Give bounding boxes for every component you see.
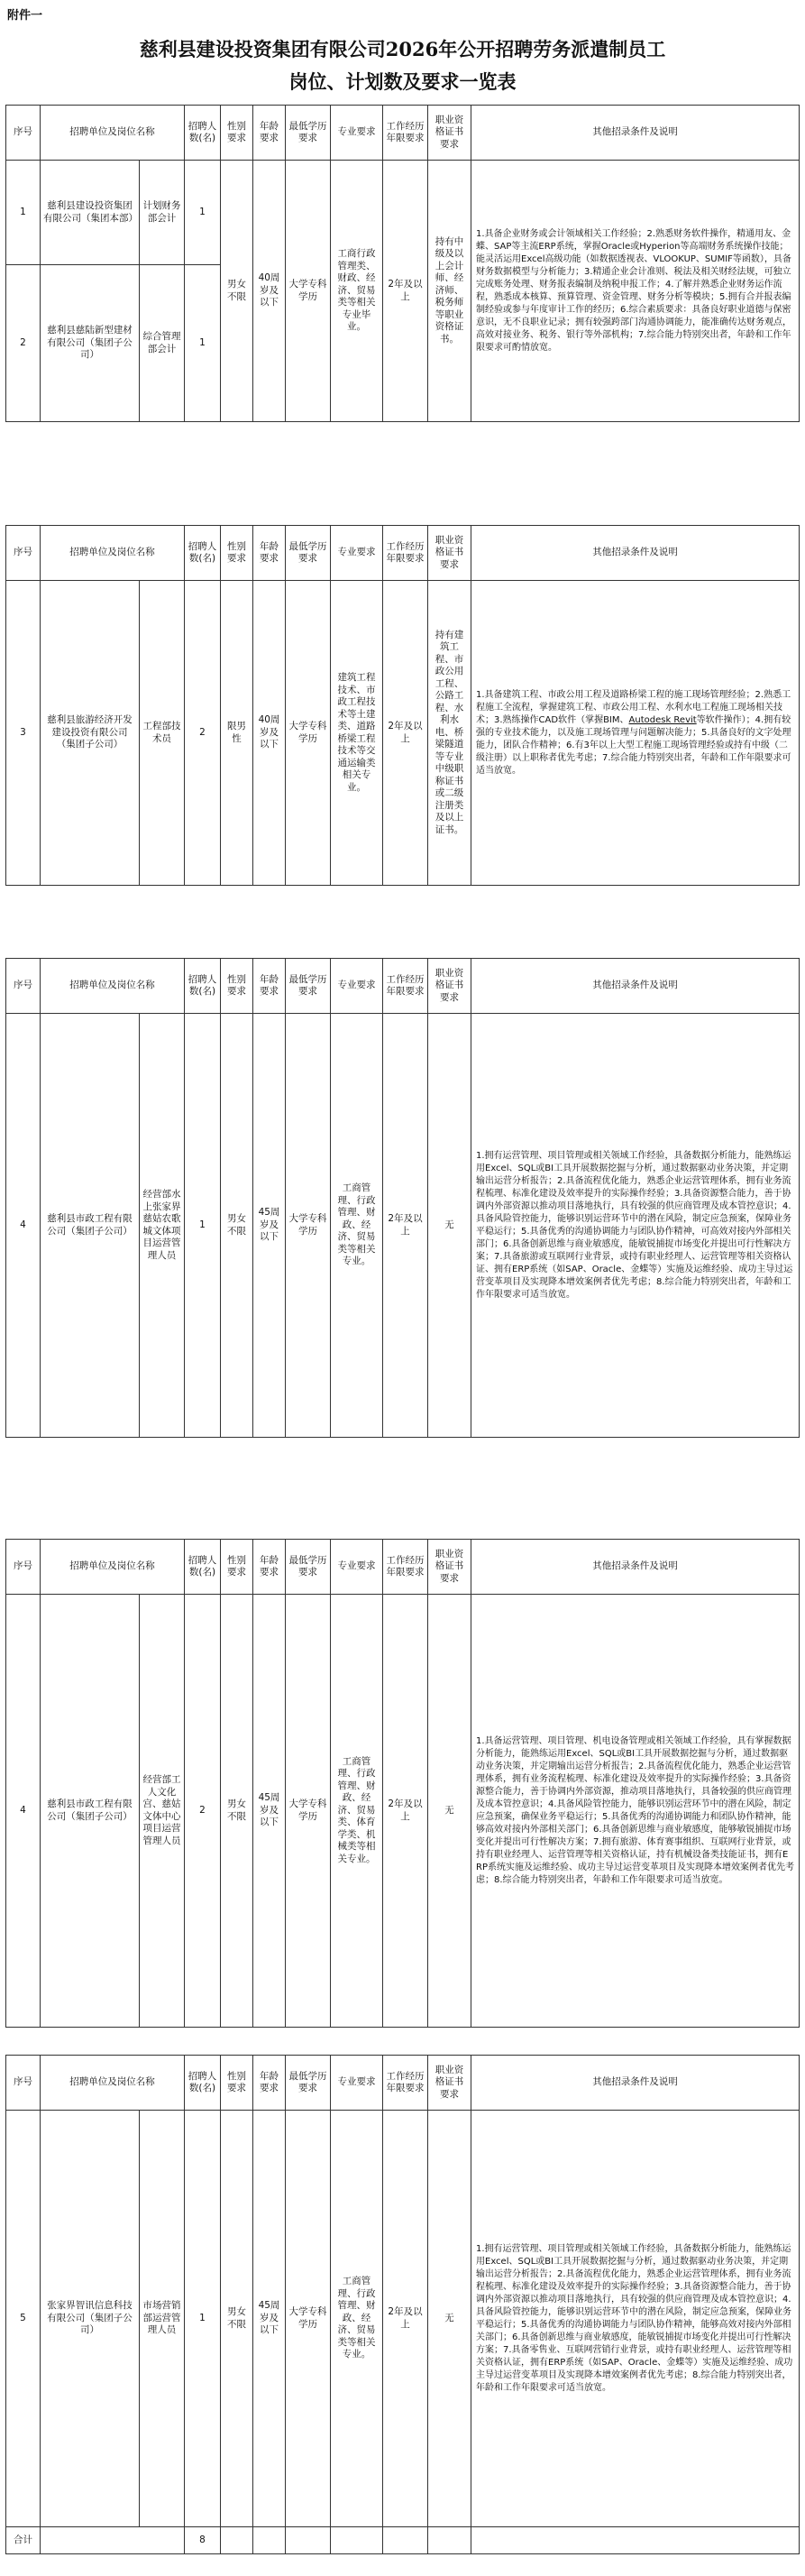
row-unit: 张家界智讯信息科技有限公司（集团子公司） (41, 2111, 140, 2527)
row-age: 40周岁及以下 (253, 581, 286, 886)
total-empty-cell (253, 2527, 286, 2554)
row-unit: 慈利县旅游经济开发建设投资有限公司（集团子公司） (41, 581, 140, 886)
total-empty-cell (471, 2527, 800, 2554)
row-exp: 2年及以上 (383, 581, 428, 886)
header-gender: 性别要求 (221, 526, 253, 581)
desc-text-part-2: 等软件操作）；4.拥有较强的专业技术能力，以及施工现场管理与问题解决能力；5.具备良好的文字处理能力，团队合作精神；6.有3年以上大型工程施工现场管理经验或持有中级（二级注册）以上职称者优先考虑；7.综合能力特别突出者，年龄和工作年限要求可适当放宽。 (476, 714, 791, 776)
row-no: 4 (6, 1595, 41, 2028)
total-empty-cell (331, 2527, 383, 2554)
header-exp: 工作经历年限要求 (383, 1540, 428, 1595)
row-gender: 男女不限 (221, 1595, 253, 2028)
header-age: 年龄要求 (253, 1540, 286, 1595)
recruitment-table-block-4 (5, 1539, 800, 2028)
header-major: 专业要求 (331, 959, 383, 1014)
table-row (6, 2111, 800, 2527)
row-age: 45周岁及以下 (253, 1595, 286, 2028)
header-edu: 最低学历要求 (286, 2056, 331, 2111)
recruitment-table-block-1 (5, 105, 800, 422)
desc-text-underlined: Autodesk Revit (628, 714, 697, 725)
header-other: 其他招录条件及说明 (471, 2056, 800, 2111)
header-gender: 性别要求 (221, 959, 253, 1014)
row-no: 1 (6, 161, 41, 265)
row-edu: 大学专科学历 (286, 2111, 331, 2527)
table-row (6, 1014, 800, 1438)
row-gender: 男女不限 (221, 2111, 253, 2527)
header-exp: 工作经历年限要求 (383, 106, 428, 161)
document-title: 慈利县建设投资集团有限公司2026年公开招聘劳务派遣制员工 (139, 38, 666, 60)
header-major: 专业要求 (331, 1540, 383, 1595)
row-post: 经营部工人文化宫、慈姑文体中心项目运营管理人员 (140, 1595, 185, 2028)
header-major: 专业要求 (331, 526, 383, 581)
recruitment-table-block-3 (5, 958, 800, 1438)
table-header-row (6, 1540, 800, 1595)
row-gender: 男女不限 (221, 161, 253, 422)
row-other-requirements: 1.拥有运营管理、项目管理或相关领域工作经验，具备数据分析能力，能熟练运用Excel、SQL或BI工具开展数据挖掘与分析，通过数据驱动业务决策，并定期输出运营分析报告；2.具备流程优化能力，熟悉企业运营管理体系，拥有业务流程梳理、标准化建设及效率提升的实际操作经验；3.具备资源整合能力，善于协调内外部资源以推动项目落地执行，具有较强的供应商管理及成本管控意识；4.具备风险管控能力，能够识别运营环节中的潜在风险，制定应急预案，保障业务平稳运行；5.具备优秀的沟通协调能力与团队协作精神，可高效对接内外部相关部门；6.具备创新思维与商业敏感度，能敏锐捕捉市场变化并提出可行性解决方案；7.具备旅游或互联网行业背景，或持有职业经理人、运营管理等相关资格认证、拥有ERP系统（如SAP、Oracle、金蝶等）实施及运维经验、成功主导过运营变革项目及实现降本增效案例者优先考虑；8.综合能力特别突出者，年龄和工作年限要求可适当放宽。 (471, 1014, 800, 1438)
total-empty-cell (286, 2527, 331, 2554)
row-edu: 大学专科学历 (286, 1014, 331, 1438)
row-cert: 持有建筑工程、市政公用工程、公路工程、水利水电、桥梁隧道等专业中级职称证书或二级注册类及以上证书。 (428, 581, 471, 886)
header-cert: 职业资格证书要求 (428, 2056, 471, 2111)
row-count: 1 (185, 265, 221, 422)
header-edu: 最低学历要求 (286, 1540, 331, 1595)
header-edu: 最低学历要求 (286, 106, 331, 161)
row-major: 工商管理、行政管理、财政、经济、贸易类等相关专业。 (331, 2111, 383, 2527)
header-other: 其他招录条件及说明 (471, 106, 800, 161)
header-no: 序号 (6, 526, 41, 581)
table-header-row (6, 2056, 800, 2111)
row-post: 市场营销部运营管理人员 (140, 2111, 185, 2527)
row-exp: 2年及以上 (383, 2111, 428, 2527)
row-no: 5 (6, 2111, 41, 2527)
header-count: 招聘人数(名) (185, 1540, 221, 1595)
attachment-label: 附件一 (7, 9, 43, 23)
row-other-requirements (471, 581, 800, 886)
row-count: 1 (185, 2111, 221, 2527)
row-other-requirements: 1.拥有运营管理、项目管理或相关领域工作经验，具备数据分析能力，能熟练运用Excel、SQL或BI工具开展数据挖掘与分析，通过数据驱动业务决策，并定期输出运营分析报告；2.具备流程优化能力，熟悉企业运营管理体系，拥有业务流程梳理、标准化建设及效率提升的实际操作经验；3.具备资源整合能力，善于协调内外部资源以推动项目落地执行，具有较强的供应商管理及成本管控意识；4.具备风险管控能力，能够识别运营环节中的潜在风险，制定应急预案，保障业务平稳运行；5.具备优秀的沟通协调能力与团队协作精神，能够高效对接内外部相关部门；6.具备创新思维与商业敏感度，能敏锐捕捉市场变化并提出可行性解决方案；7.具备零售业、互联网营销行业背景，或持有职业经理人、运营管理等相关资格认证，拥有ERP系统（如SAP、Oracle、金蝶等）实施及运维经验、成功主导过运营变革项目及实现降本增效案例者优先考虑；8.综合能力特别突出者，年龄和工作年限要求可适当放宽。 (471, 2111, 800, 2527)
row-count: 2 (185, 1595, 221, 2028)
row-unit: 慈利县建设投资集团有限公司（集团本部） (41, 161, 140, 265)
header-gender: 性别要求 (221, 106, 253, 161)
row-exp: 2年及以上 (383, 161, 428, 422)
total-empty-cell (428, 2527, 471, 2554)
row-exp: 2年及以上 (383, 1014, 428, 1438)
row-cert: 无 (428, 2111, 471, 2527)
row-age: 45周岁及以下 (253, 1014, 286, 1438)
row-other-requirements: 1.具备运营管理、项目管理、机电设备管理或相关领域工作经验，具有掌握数据分析能力，能熟练运用Excel、SQL或BI工具开展数据挖掘与分析，通过数据驱动业务决策，并定期输出运营分析报告；2.具备流程优化能力，熟悉企业运营管理体系，拥有业务流程梳理、标准化建设及效率提升的实际操作经验；3.具备资源整合能力，善于协调内外部资源，推动项目落地执行，具备较强的供应商管理及成本管控意识；4.具备风险管控能力，能够识别运营环节中的潜在风险，制定应急预案，确保业务平稳运行；5.具备优秀的沟通协调能力和团队协作精神，能够高效对接内外部相关部门；6.具备创新思维与商业敏感度，能够敏锐捕捉市场变化并提出可行性解决方案；7.拥有旅游、体育赛事组织、互联网行业背景，或持有职业经理人、运营管理等相关资格认证，持有机械设备类技能证书，拥有ERP系统实施及运维经验、成功主导过运营变革项目及实现降本增效案例者优先考虑；8.综合能力特别突出者，年龄和工作年限要求可适当放宽。 (471, 1595, 800, 2028)
header-age: 年龄要求 (253, 526, 286, 581)
row-exp: 2年及以上 (383, 1595, 428, 2028)
header-cert: 职业资格证书要求 (428, 1540, 471, 1595)
row-unit: 慈利县市政工程有限公司（集团子公司） (41, 1595, 140, 2028)
header-no: 序号 (6, 2056, 41, 2111)
header-other: 其他招录条件及说明 (471, 959, 800, 1014)
row-post: 计划财务部会计 (140, 161, 185, 265)
row-post: 综合管理部会计 (140, 265, 185, 422)
header-no: 序号 (6, 1540, 41, 1595)
header-unit-post: 招聘单位及岗位名称 (41, 106, 185, 161)
row-major: 工商管理、行政管理、财政、经济、贸易类等相关专业。 (331, 1014, 383, 1438)
row-gender: 男女不限 (221, 1014, 253, 1438)
table-header-row (6, 526, 800, 581)
row-edu: 大学专科学历 (286, 161, 331, 422)
row-other-requirements: 1.具备企业财务或会计领域相关工作经验；2.熟悉财务软件操作，精通用友、金蝶、SAP等主流ERP系统，掌握Oracle或Hyperion等高端财务系统操作技能；能灵活运用Excel高级功能（如数据透视表、VLOOKUP、SUMIF等函数），具备财务数据模型与分析能力；3.精通企业会计准则、税法及相关财经法规，可独立完成账务处理、财务报表编制及纳税申报工作；4.了解并熟悉企业财务运作流程，熟悉成本核算、预算管理、资金管理、财务分析等模块；5.拥有合并报表编制经验或参与年度审计工作的经历；6.综合素质要求：具备良好职业道德与保密意识，无不良职业记录；拥有较强跨部门沟通协调能力，能准确传达财务观点，高效对接业务、税务、银行等外部机构；7.综合能力特别突出者，年龄和工作年限要求可酌情放宽。 (471, 161, 800, 422)
row-no: 4 (6, 1014, 41, 1438)
total-label: 合计 (6, 2527, 41, 2554)
header-cert: 职业资格证书要求 (428, 959, 471, 1014)
total-empty-cell (41, 2527, 185, 2554)
header-cert: 职业资格证书要求 (428, 106, 471, 161)
header-count: 招聘人数(名) (185, 526, 221, 581)
header-edu: 最低学历要求 (286, 526, 331, 581)
header-cert: 职业资格证书要求 (428, 526, 471, 581)
table-header-row (6, 106, 800, 161)
header-exp: 工作经历年限要求 (383, 526, 428, 581)
header-count: 招聘人数(名) (185, 959, 221, 1014)
row-count: 1 (185, 161, 221, 265)
row-major: 工商行政管理类、财政、经济、贸易类等相关专业毕业。 (331, 161, 383, 422)
header-other: 其他招录条件及说明 (471, 526, 800, 581)
row-cert: 无 (428, 1014, 471, 1438)
row-cert: 无 (428, 1595, 471, 2028)
total-row (6, 2527, 800, 2554)
total-empty-cell (383, 2527, 428, 2554)
row-edu: 大学专科学历 (286, 581, 331, 886)
recruitment-table-block-2 (5, 525, 800, 886)
total-empty-cell (221, 2527, 253, 2554)
header-no: 序号 (6, 106, 41, 161)
header-age: 年龄要求 (253, 106, 286, 161)
row-count: 2 (185, 581, 221, 886)
table-row (6, 1595, 800, 2028)
header-unit-post: 招聘单位及岗位名称 (41, 1540, 185, 1595)
header-gender: 性别要求 (221, 1540, 253, 1595)
row-unit: 慈利县市政工程有限公司（集团子公司） (41, 1014, 140, 1438)
table-row (6, 161, 800, 265)
header-count: 招聘人数(名) (185, 106, 221, 161)
header-unit-post: 招聘单位及岗位名称 (41, 526, 185, 581)
row-post: 工程部技术员 (140, 581, 185, 886)
table-row (6, 581, 800, 886)
row-unit: 慈利县慈陆新型建材有限公司（集团子公司） (41, 265, 140, 422)
row-edu: 大学专科学历 (286, 1595, 331, 2028)
row-post: 经营部水上张家界慈姑农歌城文体项目运营管理人员 (140, 1014, 185, 1438)
desc-text-part-1: 1.具备建筑工程、市政公用工程及道路桥梁工程的施工现场管理经验；2.熟悉工程施工全流程，掌握建筑工程、市政公用工程、水利水电工程施工现场相关技术；3.熟练操作CAD软件（掌握BIM、 (476, 689, 791, 725)
header-edu: 最低学历要求 (286, 959, 331, 1014)
header-count: 招聘人数(名) (185, 2056, 221, 2111)
table-header-row (6, 959, 800, 1014)
row-gender: 限男性 (221, 581, 253, 886)
header-age: 年龄要求 (253, 2056, 286, 2111)
row-cert: 持有中级及以上会计师、经济师、税务师等职业资格证书。 (428, 161, 471, 422)
row-no: 2 (6, 265, 41, 422)
row-major: 工商管理、行政管理、财政、经济、贸易类、体育学类、机械类等相关专业。 (331, 1595, 383, 2028)
header-age: 年龄要求 (253, 959, 286, 1014)
header-major: 专业要求 (331, 106, 383, 161)
document-subtitle: 岗位、计划数及要求一览表 (288, 70, 517, 93)
row-age: 40周岁及以下 (253, 161, 286, 422)
total-value: 8 (185, 2527, 221, 2554)
header-exp: 工作经历年限要求 (383, 959, 428, 1014)
row-age: 45周岁及以下 (253, 2111, 286, 2527)
header-unit-post: 招聘单位及岗位名称 (41, 959, 185, 1014)
header-exp: 工作经历年限要求 (383, 2056, 428, 2111)
row-no: 3 (6, 581, 41, 886)
row-major: 建筑工程技术、市政工程技术等土建类、道路桥梁工程技术等交通运输类相关专业。 (331, 581, 383, 886)
header-gender: 性别要求 (221, 2056, 253, 2111)
header-other: 其他招录条件及说明 (471, 1540, 800, 1595)
header-major: 专业要求 (331, 2056, 383, 2111)
header-unit-post: 招聘单位及岗位名称 (41, 2056, 185, 2111)
header-no: 序号 (6, 959, 41, 1014)
row-count: 1 (185, 1014, 221, 1438)
recruitment-table-block-5 (5, 2055, 800, 2554)
